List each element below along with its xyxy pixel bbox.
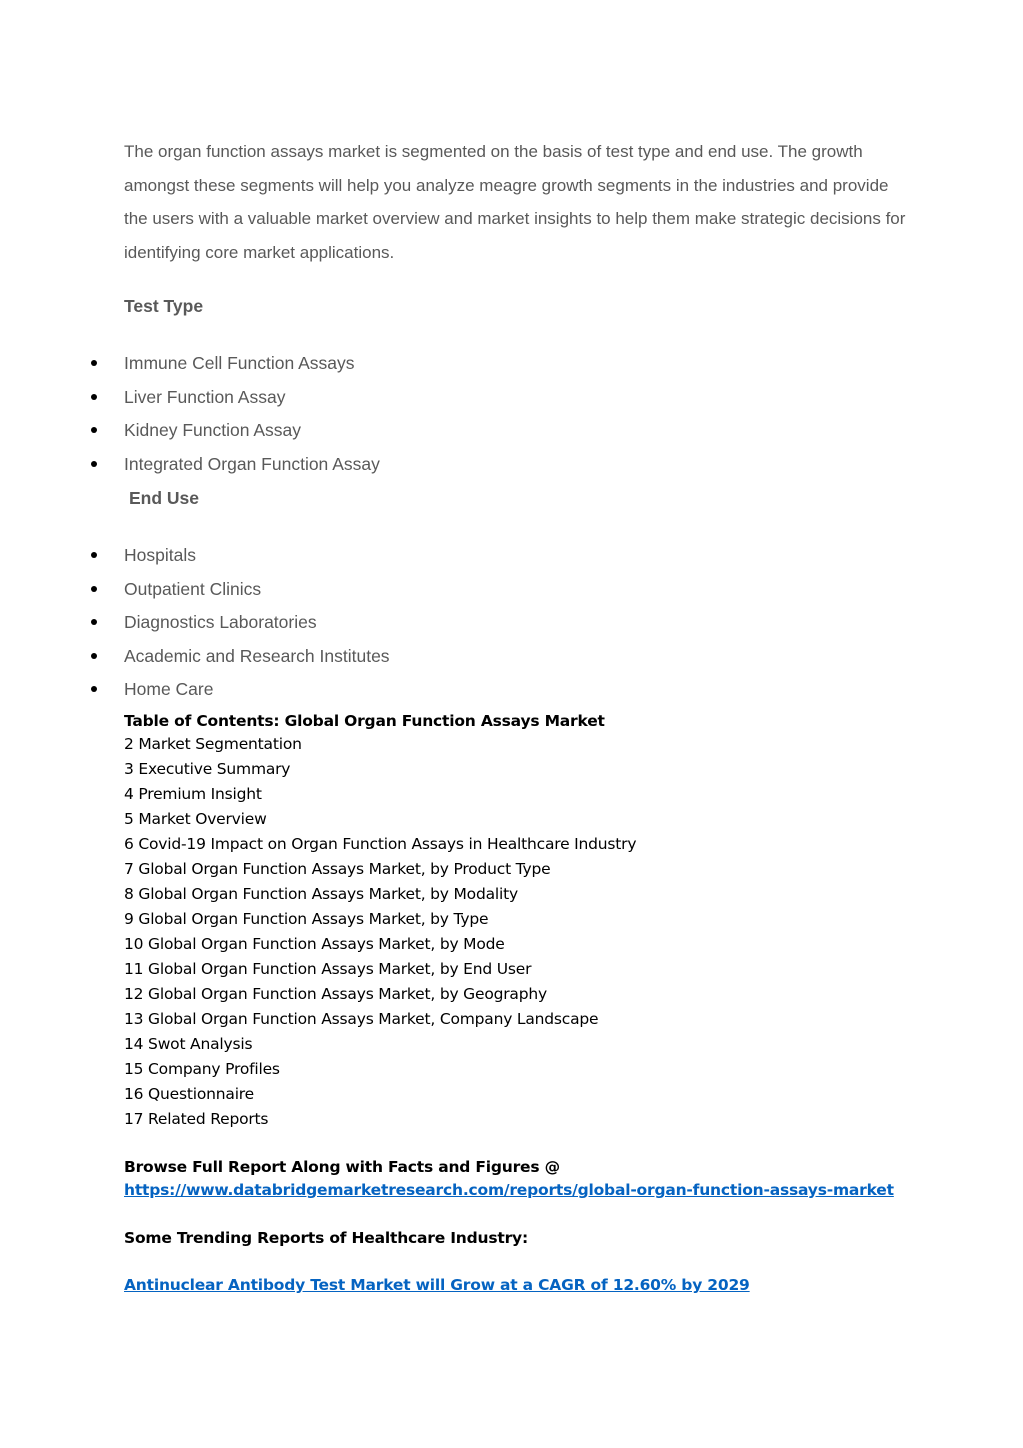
toc-item: 6 Covid-19 Impact on Organ Function Assays in Healthcare Industry (124, 835, 637, 853)
list-item: Diagnostics Laboratories (0, 611, 1023, 645)
trending-report-link[interactable]: Antinuclear Antibody Test Market will Grow at a CAGR of 12.60% by 2029 (124, 1276, 750, 1294)
toc-item: 4 Premium Insight (124, 785, 262, 803)
bullet-icon (91, 461, 97, 467)
intro-paragraph: The organ function assays market is segmented on the basis of test type and end use. The growth amongst these segments will help you analyze meagre growth segments in the industries and provide the users with a valuable market overview and market insights to help them make strategic decisions for identifying core market applications. (124, 142, 906, 262)
bullet-icon (91, 394, 97, 400)
toc-title: Table of Contents: Global Organ Function Assays Market (124, 712, 605, 730)
list-item: Academic and Research Institutes (0, 645, 1023, 679)
toc-item: 11 Global Organ Function Assays Market, by End User (124, 960, 532, 978)
bullet-icon (91, 653, 97, 659)
list-item: Outpatient Clinics (0, 578, 1023, 612)
list-item: Hospitals (0, 544, 1023, 578)
bullet-icon (91, 552, 97, 558)
toc-item: 16 Questionnaire (124, 1085, 254, 1103)
toc-item: 10 Global Organ Function Assays Market, by Mode (124, 935, 505, 953)
bullet-icon (91, 686, 97, 692)
browse-report-label: Browse Full Report Along with Facts and Figures @ (124, 1158, 560, 1176)
list-item: Home Care (0, 678, 1023, 712)
bullet-icon (91, 619, 97, 625)
table-of-contents (124, 710, 924, 1132)
toc-item: 17 Related Reports (124, 1110, 269, 1128)
test-type-heading: Test Type (124, 296, 204, 316)
toc-item: 15 Company Profiles (124, 1060, 280, 1078)
toc-item: 8 Global Organ Function Assays Market, by Modality (124, 885, 518, 903)
bullet-icon (91, 427, 97, 433)
list-item: Integrated Organ Function Assay (0, 453, 1023, 487)
toc-item: 9 Global Organ Function Assays Market, by Type (124, 910, 489, 928)
toc-item: 12 Global Organ Function Assays Market, by Geography (124, 985, 547, 1003)
list-item: Immune Cell Function Assays (0, 352, 1023, 386)
test-type-list (0, 352, 1023, 486)
toc-item: 2 Market Segmentation (124, 735, 302, 753)
bullet-icon (91, 360, 97, 366)
end-use-list (0, 544, 1023, 712)
toc-item: 14 Swot Analysis (124, 1035, 253, 1053)
list-item: Liver Function Assay (0, 386, 1023, 420)
bullet-icon (91, 586, 97, 592)
end-use-heading: End Use (129, 488, 200, 508)
toc-item: 5 Market Overview (124, 810, 267, 828)
toc-item: 7 Global Organ Function Assays Market, by Product Type (124, 860, 551, 878)
list-item: Kidney Function Assay (0, 419, 1023, 453)
full-report-link[interactable]: https://www.databridgemarketresearch.com/reports/global-organ-function-assays-market (124, 1181, 894, 1199)
toc-item: 3 Executive Summary (124, 760, 291, 778)
toc-item: 13 Global Organ Function Assays Market, Company Landscape (124, 1010, 599, 1028)
trending-reports-heading: Some Trending Reports of Healthcare Industry: (124, 1229, 528, 1247)
